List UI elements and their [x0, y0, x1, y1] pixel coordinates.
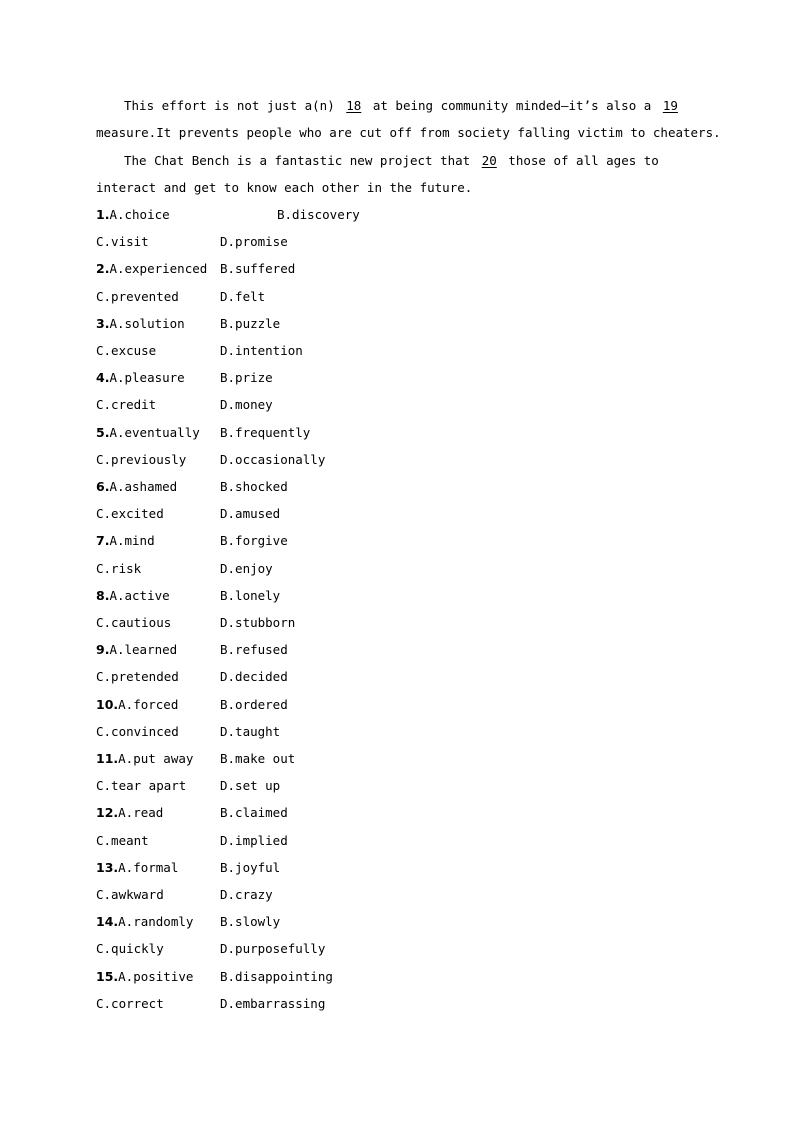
passage-line-3 [124, 153, 659, 169]
question-number: 2. [96, 261, 110, 277]
question-row [96, 588, 170, 604]
question-row [96, 969, 193, 985]
option-a: A.solution [109, 315, 185, 331]
question-row [96, 642, 177, 658]
option-b: B.frequently [220, 424, 311, 440]
passage-line-4: interact and get to know each other in the future. [96, 180, 473, 195]
question-number: 14. [96, 914, 119, 930]
option-d: D.promise [220, 234, 288, 250]
passage-line-1 [124, 98, 682, 114]
question-row [96, 370, 185, 386]
option-a: A.experienced [109, 261, 208, 277]
option-d: D.money [220, 397, 273, 413]
option-d: D.felt [220, 288, 266, 304]
question-row [96, 860, 178, 876]
option-b: B.claimed [220, 805, 288, 821]
blank-19: 19 [662, 98, 678, 113]
question-row [96, 261, 207, 277]
question-row [96, 914, 193, 930]
option-a: A.put away [118, 751, 194, 766]
option-d: D.purposefully [220, 941, 326, 957]
option-d: D.enjoy [220, 560, 273, 576]
option-c: C.convinced [96, 723, 179, 739]
option-c: C.quickly [96, 941, 164, 957]
question-number: 6. [96, 479, 110, 494]
option-b: B.slowly [220, 914, 281, 930]
option-d: D.crazy [220, 887, 273, 902]
question-number: 3. [96, 315, 110, 331]
question-number: 7. [96, 533, 110, 549]
option-b: B.suffered [220, 261, 296, 277]
option-c: C.prevented [96, 288, 179, 304]
question-row [96, 805, 163, 821]
blank-18: 18 [346, 98, 362, 113]
passage-line-2: measure.It prevents people who are cut off from society falling victim to cheaters. [96, 125, 721, 140]
option-d: D.intention [220, 343, 303, 358]
option-c: C.tear apart [96, 778, 187, 794]
question-row [96, 697, 178, 713]
question-row [96, 479, 177, 495]
option-c: C.meant [96, 832, 149, 848]
option-c: C.cautious [96, 615, 172, 630]
option-d: D.embarrassing [220, 995, 326, 1011]
option-a: A.randomly [118, 914, 194, 930]
option-d: D.decided [220, 669, 288, 685]
option-b: B.make out [220, 751, 296, 766]
option-b: B.puzzle [220, 315, 281, 331]
question-number: 4. [96, 370, 110, 386]
option-d: D.amused [220, 506, 281, 522]
option-b: B.prize [220, 370, 273, 386]
question-row [96, 751, 193, 767]
question-number: 15. [96, 968, 119, 984]
option-c: C.risk [96, 560, 142, 576]
option-d: D.set up [220, 778, 281, 794]
question-number: 9. [96, 642, 110, 658]
question-number: 11. [96, 751, 119, 766]
passage-line-3-pre: The Chat Bench is a fantastic new project that [124, 153, 478, 168]
option-b: B.shocked [220, 479, 288, 494]
question-number: 12. [96, 805, 119, 821]
option-a: A.pleasure [109, 370, 185, 386]
option-a: A.eventually [109, 424, 200, 440]
question-row [96, 425, 200, 441]
option-d: D.implied [220, 832, 288, 848]
question-number: 10. [96, 696, 119, 712]
option-a: A.learned [109, 642, 178, 658]
question-number: 5. [96, 424, 110, 440]
option-c: C.pretended [96, 669, 179, 685]
option-c: C.correct [96, 995, 164, 1011]
blank-20: 20 [481, 153, 497, 168]
option-c: C.visit [96, 234, 149, 250]
option-b: B.refused [220, 642, 288, 658]
option-d: D.taught [220, 723, 281, 739]
option-c: C.excuse [96, 343, 157, 358]
option-c: C.credit [96, 397, 157, 413]
passage-line-3-post: those of all ages to [500, 153, 659, 168]
option-d: D.occasionally [220, 451, 326, 467]
option-a: A.choice [109, 207, 170, 222]
passage-line-1-mid: at being community minded—it’s also a [365, 98, 659, 113]
option-d: D.stubborn [220, 615, 296, 630]
question-row [96, 316, 185, 332]
option-a: A.positive [118, 968, 194, 984]
option-a: A.ashamed [109, 479, 178, 494]
option-c: C.previously [96, 451, 187, 467]
question-row [96, 533, 155, 549]
option-c: C.awkward [96, 887, 164, 902]
option-b: B.ordered [220, 696, 288, 712]
option-a: A.mind [109, 533, 155, 549]
option-a: A.forced [118, 696, 179, 712]
option-c: C.excited [96, 506, 164, 522]
option-b: B.joyful [220, 859, 281, 875]
question-number: 13. [96, 859, 119, 875]
option-b: B.disappointing [220, 968, 333, 984]
option-a: A.active [109, 587, 170, 603]
option-b: B.forgive [220, 533, 288, 549]
option-b: B.lonely [220, 587, 281, 603]
question-number: 1. [96, 207, 110, 222]
passage-line-1-pre: This effort is not just a(n) [124, 98, 343, 113]
option-b: B.discovery [277, 207, 360, 222]
option-a: A.read [118, 805, 164, 821]
option-a: A.formal [118, 859, 179, 875]
question-number: 8. [96, 587, 110, 603]
question-row [96, 207, 170, 223]
